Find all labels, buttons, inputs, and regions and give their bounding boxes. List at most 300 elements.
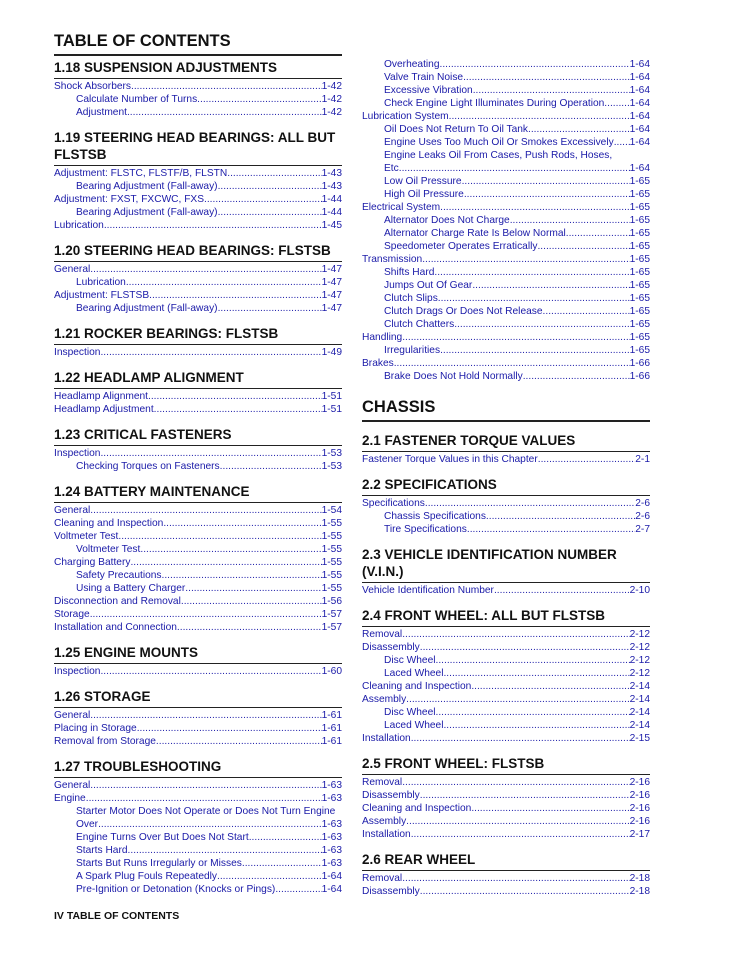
toc-entry-leader	[90, 779, 321, 792]
toc-entry-leader	[163, 517, 321, 530]
toc-entry-page: 2-15	[629, 733, 650, 744]
toc-entry[interactable]	[362, 110, 650, 123]
toc-entry-leader	[177, 621, 322, 634]
toc-entry-leader	[486, 510, 635, 523]
toc-entry[interactable]	[362, 510, 650, 523]
toc-entry[interactable]	[54, 517, 342, 530]
toc-entry-label: Bearing Adjustment (Fall-away)	[76, 181, 218, 192]
toc-entry[interactable]	[362, 162, 650, 175]
section-divider	[54, 388, 342, 389]
toc-entry-leader	[242, 857, 322, 870]
toc-entry[interactable]	[54, 180, 342, 193]
toc-entry[interactable]	[54, 193, 342, 206]
toc-entry-leader	[394, 357, 630, 370]
toc-entry-label: General	[54, 505, 91, 516]
toc-entry[interactable]	[54, 219, 342, 232]
toc-entry[interactable]	[362, 453, 650, 466]
toc-entry-label: Specifications	[362, 498, 425, 509]
toc-entry-page: 1-47	[321, 264, 342, 275]
toc-entry-label: Lubrication	[76, 277, 126, 288]
toc-section	[362, 536, 650, 597]
toc-entry-leader	[420, 789, 630, 802]
toc-entry[interactable]	[362, 357, 650, 370]
toc-entry-label: Overheating	[384, 59, 440, 70]
toc-entry-label: Valve Train Noise	[384, 72, 464, 83]
toc-entry-leader	[523, 370, 630, 383]
section-heading: 2.3 VEHICLE IDENTIFICATION NUMBER (V.I.N.)	[362, 547, 617, 579]
toc-entry-label: Removal	[362, 777, 403, 788]
toc-entry-page: 2-16	[629, 790, 650, 801]
toc-entry-label: Check Engine Light Illuminates During Operation	[384, 98, 605, 109]
toc-entry[interactable]	[362, 789, 650, 802]
toc-entry-leader	[463, 71, 630, 84]
toc-entry[interactable]	[54, 289, 342, 302]
toc-section	[54, 119, 342, 232]
toc-entry-leader	[399, 162, 630, 175]
toc-entry-leader	[90, 263, 321, 276]
section-divider	[54, 707, 342, 708]
toc-entry[interactable]	[362, 318, 650, 331]
toc-entry-page: 1-51	[321, 391, 342, 402]
toc-entry-label: Adjustment: FLSTC, FLSTF/B, FLSTN	[54, 168, 228, 179]
toc-entry-leader	[148, 390, 322, 403]
toc-entry-page: 1-55	[321, 518, 342, 529]
toc-entry-leader	[543, 305, 630, 318]
toc-entry-label: Etc	[384, 163, 399, 174]
toc-entry[interactable]	[54, 709, 342, 722]
toc-entry[interactable]	[362, 123, 650, 136]
toc-section	[362, 432, 650, 466]
toc-entry[interactable]	[362, 732, 650, 745]
toc-entry-leader	[402, 872, 629, 885]
toc-entry-label: Cleaning and Inspection	[54, 518, 164, 529]
toc-entry-leader	[90, 504, 321, 517]
toc-section	[362, 466, 650, 536]
toc-entry-label: Engine Leaks Oil From Cases, Push Rods, Hoses,	[384, 150, 613, 161]
toc-entry-page: 1-61	[321, 736, 342, 747]
section-heading: 2.6 REAR WHEEL	[362, 852, 476, 867]
toc-entry[interactable]	[362, 71, 650, 84]
toc-entry[interactable]	[362, 227, 650, 240]
section-divider	[362, 495, 650, 496]
toc-entry-leader	[422, 253, 629, 266]
toc-entry-label: Starts Hard	[76, 845, 128, 856]
section-heading: 1.18 SUSPENSION ADJUSTMENTS	[54, 60, 278, 75]
toc-entry-page: 2-14	[629, 681, 650, 692]
toc-entry-page: 1-61	[321, 710, 342, 721]
toc-entry-label: Transmission	[362, 254, 423, 265]
toc-entry-label: Removal	[362, 629, 403, 640]
toc-entry[interactable]	[362, 872, 650, 885]
toc-entry[interactable]	[54, 665, 342, 678]
toc-entry[interactable]	[54, 857, 342, 870]
section-heading: 2.5 FRONT WHEEL: FLSTSB	[362, 756, 545, 771]
toc-entry-page: 2-12	[629, 655, 650, 666]
toc-section	[54, 416, 342, 473]
section-heading: 1.19 STEERING HEAD BEARINGS: ALL BUT FLSTSB	[54, 130, 336, 162]
toc-entry-label: Fastener Torque Values in this Chapter	[362, 454, 538, 465]
toc-entry-leader	[440, 344, 630, 357]
toc-entry[interactable]	[54, 556, 342, 569]
toc-entry-label: Using a Battery Charger	[76, 583, 186, 594]
toc-entry-page: 2-16	[629, 816, 650, 827]
toc-entry[interactable]	[54, 870, 342, 883]
toc-entry-page: 1-66	[629, 371, 650, 382]
toc-entry[interactable]	[362, 802, 650, 815]
toc-entry[interactable]	[54, 263, 342, 276]
toc-entry[interactable]	[362, 253, 650, 266]
toc-entry-page: 1-63	[321, 780, 342, 791]
toc-entry-leader	[130, 556, 321, 569]
toc-section	[54, 634, 342, 678]
toc-entry-page: 1-54	[321, 505, 342, 516]
toc-entry-leader	[275, 883, 321, 896]
toc-entry[interactable]	[362, 693, 650, 706]
toc-entry-page: 1-57	[321, 609, 342, 620]
toc-left-column	[54, 59, 342, 896]
toc-entry-label: Calculate Number of Turns	[76, 94, 198, 105]
toc-entry[interactable]	[362, 84, 650, 97]
toc-entry-page: 1-65	[629, 345, 650, 356]
section-divider	[362, 451, 650, 452]
toc-entry-leader	[425, 497, 635, 510]
toc-entry[interactable]	[54, 621, 342, 634]
toc-entry-page: 1-55	[321, 570, 342, 581]
toc-entry-page: 2-10	[629, 585, 650, 596]
toc-entry-label: Tire Specifications	[384, 524, 467, 535]
toc-entry-label: Installation and Connection	[54, 622, 177, 633]
toc-entry-label: Installation	[362, 829, 411, 840]
toc-entry-page: 2-18	[629, 886, 650, 897]
toc-entry-leader	[443, 719, 629, 732]
toc-entry[interactable]	[54, 831, 342, 844]
section-heading: 1.27 TROUBLESHOOTING	[54, 759, 222, 774]
toc-entry[interactable]	[362, 136, 650, 149]
toc-entry-label: Voltmeter Test	[54, 531, 119, 542]
section-divider	[54, 78, 342, 79]
toc-entry-page: 1-63	[321, 793, 342, 804]
toc-entry[interactable]	[54, 792, 342, 805]
toc-entry-page: 1-47	[321, 290, 342, 301]
toc-entry-page: 1-64	[629, 111, 650, 122]
toc-entry-leader	[140, 543, 321, 556]
toc-entry-page: 2-1	[635, 454, 650, 465]
toc-entry[interactable]	[54, 206, 342, 219]
toc-entry[interactable]	[54, 779, 342, 792]
toc-entry-page: 1-63	[321, 832, 342, 843]
toc-entry-leader	[537, 240, 629, 253]
toc-entry-page: 1-64	[321, 871, 342, 882]
toc-entry-label: Placing in Storage	[54, 723, 137, 734]
toc-entry-leader	[137, 722, 322, 735]
toc-entry-leader	[473, 84, 630, 97]
toc-entry[interactable]	[362, 815, 650, 828]
toc-entry-leader	[440, 201, 629, 214]
toc-entry[interactable]	[362, 667, 650, 680]
toc-entry-page: 1-65	[629, 241, 650, 252]
toc-entry[interactable]	[54, 447, 342, 460]
toc-entry-label: Over	[76, 819, 99, 830]
page-title: TABLE OF CONTENTS	[54, 31, 342, 56]
toc-entry[interactable]	[362, 584, 650, 597]
toc-entry-leader	[443, 667, 629, 680]
toc-entry-page: 2-6	[635, 498, 650, 509]
toc-entry[interactable]	[54, 93, 342, 106]
toc-entry[interactable]	[362, 497, 650, 510]
toc-entry-page: 1-44	[321, 194, 342, 205]
toc-entry-label: Clutch Slips	[384, 293, 438, 304]
toc-entry-page: 1-64	[629, 163, 650, 174]
toc-entry-leader	[104, 219, 322, 232]
toc-entry-label: Removal from Storage	[54, 736, 156, 747]
toc-entry-leader	[90, 608, 322, 621]
toc-entry-label: Shifts Hard	[384, 267, 435, 278]
toc-entry[interactable]	[362, 641, 650, 654]
section-divider	[54, 261, 342, 262]
toc-entry[interactable]	[362, 719, 650, 732]
toc-entry-page: 1-44	[321, 207, 342, 218]
toc-entry-leader	[528, 123, 630, 136]
toc-entry-label: Alternator Does Not Charge	[384, 215, 510, 226]
toc-entry-leader	[218, 206, 322, 219]
toc-entry-page: 1-65	[629, 293, 650, 304]
toc-entry[interactable]	[362, 344, 650, 357]
toc-entry-leader	[464, 188, 630, 201]
toc-entry-leader	[471, 680, 629, 693]
toc-entry-page: 1-57	[321, 622, 342, 633]
toc-entry-page: 1-65	[629, 189, 650, 200]
toc-entry[interactable]	[362, 188, 650, 201]
toc-entry[interactable]	[362, 331, 650, 344]
section-heading: 2.2 SPECIFICATIONS	[362, 477, 497, 492]
toc-entry-leader	[126, 276, 322, 289]
toc-entry[interactable]	[362, 240, 650, 253]
toc-entry-label: General	[54, 264, 91, 275]
section-heading: 1.23 CRITICAL FASTENERS	[54, 427, 232, 442]
toc-entry[interactable]	[54, 735, 342, 748]
toc-entry-leader	[197, 93, 321, 106]
toc-entry-label: Bearing Adjustment (Fall-away)	[76, 207, 218, 218]
toc-entry-label: Handling	[362, 332, 403, 343]
toc-entry-page: 2-14	[629, 720, 650, 731]
toc-entry-leader	[131, 80, 322, 93]
toc-entry[interactable]	[54, 276, 342, 289]
toc-entry-label: Chassis Specifications	[384, 511, 486, 522]
toc-entry-page: 1-64	[629, 98, 650, 109]
toc-entry-label: Bearing Adjustment (Fall-away)	[76, 303, 218, 314]
toc-entry-leader	[434, 266, 629, 279]
section-divider	[54, 165, 342, 166]
toc-entry-page: 1-63	[321, 819, 342, 830]
toc-entry[interactable]	[54, 805, 342, 818]
toc-entry-label: Alternator Charge Rate Is Below Normal	[384, 228, 566, 239]
toc-entry-leader	[472, 279, 629, 292]
toc-entry-page: 1-63	[321, 858, 342, 869]
toc-entry-page: 1-55	[321, 531, 342, 542]
toc-entry-leader	[411, 732, 630, 745]
toc-entry-label: Removal	[362, 873, 403, 884]
toc-entry[interactable]	[362, 292, 650, 305]
toc-entry-label: Adjustment: FXST, FXCWC, FXS	[54, 194, 205, 205]
toc-entry[interactable]	[54, 403, 342, 416]
toc-entry-label: Inspection	[54, 448, 101, 459]
toc-entry-page: 1-65	[629, 176, 650, 187]
toc-entry-label: Oil Does Not Return To Oil Tank	[384, 124, 529, 135]
toc-entry[interactable]	[362, 370, 650, 383]
toc-entry-page: 1-64	[629, 72, 650, 83]
toc-entry[interactable]	[362, 175, 650, 188]
toc-entry-page: 1-47	[321, 277, 342, 288]
section-heading: 1.25 ENGINE MOUNTS	[54, 645, 199, 660]
toc-entry[interactable]	[54, 346, 342, 359]
toc-entry-leader	[436, 706, 630, 719]
toc-entry-label: Clutch Drags Or Does Not Release	[384, 306, 543, 317]
toc-entry[interactable]	[362, 828, 650, 841]
toc-entry-page: 1-64	[629, 124, 650, 135]
toc-entry[interactable]	[54, 530, 342, 543]
toc-entry[interactable]	[362, 680, 650, 693]
toc-entry-page: 1-65	[629, 202, 650, 213]
toc-entry-label: Storage	[54, 609, 90, 620]
toc-entry-page: 2-12	[629, 668, 650, 679]
toc-entry-leader	[90, 709, 321, 722]
toc-entry[interactable]	[54, 302, 342, 315]
toc-entry-leader	[100, 665, 321, 678]
toc-entry-label: Assembly	[362, 694, 407, 705]
toc-entry-label: Installation	[362, 733, 411, 744]
toc-entry-label: Low Oil Pressure	[384, 176, 462, 187]
toc-entry-leader	[420, 885, 630, 898]
toc-entry-page: 1-42	[321, 94, 342, 105]
toc-entry-leader	[220, 460, 322, 473]
toc-entry[interactable]	[362, 654, 650, 667]
toc-entry-leader	[440, 58, 630, 71]
toc-entry[interactable]	[362, 305, 650, 318]
toc-entry-label: Starter Motor Does Not Operate or Does Not Turn Engine	[76, 806, 336, 817]
toc-entry[interactable]	[362, 279, 650, 292]
toc-entry-label: Inspection	[54, 666, 101, 677]
toc-entry-leader	[204, 193, 322, 206]
toc-entry[interactable]	[54, 460, 342, 473]
toc-entry-label: Laced Wheel	[384, 720, 444, 731]
toc-entry[interactable]	[362, 266, 650, 279]
toc-entry-page: 1-65	[629, 254, 650, 265]
toc-entry[interactable]	[362, 201, 650, 214]
toc-entry[interactable]	[54, 80, 342, 93]
page-footer: IV TABLE OF CONTENTS	[54, 910, 180, 922]
toc-entry[interactable]	[362, 58, 650, 71]
toc-entry[interactable]	[362, 149, 650, 162]
toc-entry[interactable]	[54, 106, 342, 119]
section-divider	[54, 445, 342, 446]
toc-entry-page: 1-65	[629, 306, 650, 317]
toc-entry[interactable]	[54, 390, 342, 403]
toc-entry[interactable]	[54, 504, 342, 517]
toc-entry-label: Brakes	[362, 358, 394, 369]
section-heading: 2.1 FASTENER TORQUE VALUES	[362, 433, 576, 448]
section-divider	[362, 626, 650, 627]
toc-entry[interactable]	[54, 883, 342, 896]
toc-entry-page: 1-65	[629, 215, 650, 226]
toc-entry-label: Adjustment	[76, 107, 127, 118]
toc-entry[interactable]	[54, 167, 342, 180]
section-heading: 2.4 FRONT WHEEL: ALL BUT FLSTSB	[362, 608, 605, 623]
toc-entry[interactable]	[54, 569, 342, 582]
toc-entry-leader	[217, 870, 322, 883]
toc-entry-label: High Oil Pressure	[384, 189, 464, 200]
toc-entry[interactable]	[54, 543, 342, 556]
section-heading: 1.24 BATTERY MAINTENANCE	[54, 484, 250, 499]
toc-entry-label: Irregularities	[384, 345, 441, 356]
toc-entry-leader	[604, 97, 629, 110]
toc-section	[54, 678, 342, 748]
toc-entry-label: Checking Torques on Fasteners	[76, 461, 220, 472]
toc-entry[interactable]	[54, 595, 342, 608]
toc-entry-leader	[156, 735, 322, 748]
toc-entry[interactable]	[54, 722, 342, 735]
toc-entry[interactable]	[54, 818, 342, 831]
toc-entry-page: 1-66	[629, 358, 650, 369]
toc-entry-label: General	[54, 710, 91, 721]
section-divider	[362, 582, 650, 583]
toc-entry-leader	[162, 569, 322, 582]
toc-entry-leader	[100, 447, 321, 460]
toc-entry-label: Laced Wheel	[384, 668, 444, 679]
toc-entry-leader	[406, 693, 629, 706]
toc-entry-page: 1-42	[321, 81, 342, 92]
toc-section	[54, 748, 342, 896]
toc-entry-page: 1-45	[321, 220, 342, 231]
toc-entry-leader	[218, 302, 322, 315]
toc-entry-label: Excessive Vibration	[384, 85, 473, 96]
toc-entry-page: 1-51	[321, 404, 342, 415]
toc-entry[interactable]	[362, 97, 650, 110]
toc-entry-leader	[100, 346, 321, 359]
toc-entry-label: Disc Wheel	[384, 707, 436, 718]
section-heading: 1.21 ROCKER BEARINGS: FLSTSB	[54, 326, 279, 341]
toc-entry-page: 2-16	[629, 803, 650, 814]
toc-entry-page: 2-14	[629, 694, 650, 705]
toc-entry-leader	[154, 403, 322, 416]
toc-entry-page: 1-49	[321, 347, 342, 358]
toc-entry-leader	[86, 792, 322, 805]
toc-entry-page: 1-65	[629, 280, 650, 291]
toc-entry[interactable]	[362, 628, 650, 641]
toc-entry-leader	[538, 453, 636, 466]
toc-entry-page: 1-55	[321, 544, 342, 555]
toc-entry[interactable]	[362, 214, 650, 227]
toc-right-column	[362, 58, 650, 898]
toc-entry-label: Shock Absorbers	[54, 81, 132, 92]
toc-entry-leader	[118, 530, 321, 543]
toc-entry-label: Speedometer Operates Erratically	[384, 241, 538, 252]
toc-entry[interactable]	[362, 885, 650, 898]
toc-entry-label: Cleaning and Inspection	[362, 803, 472, 814]
toc-entry[interactable]	[362, 776, 650, 789]
toc-entry[interactable]	[54, 608, 342, 621]
toc-entry[interactable]	[54, 582, 342, 595]
toc-entry-label: Assembly	[362, 816, 407, 827]
toc-entry[interactable]	[362, 523, 650, 536]
toc-entry-leader	[462, 175, 630, 188]
toc-section	[54, 473, 342, 634]
toc-entry[interactable]	[54, 844, 342, 857]
section-divider	[54, 777, 342, 778]
toc-entry-leader	[249, 831, 322, 844]
toc-entry-label: Electrical System	[362, 202, 441, 213]
toc-entry-label: General	[54, 780, 91, 791]
toc-entry[interactable]	[362, 706, 650, 719]
